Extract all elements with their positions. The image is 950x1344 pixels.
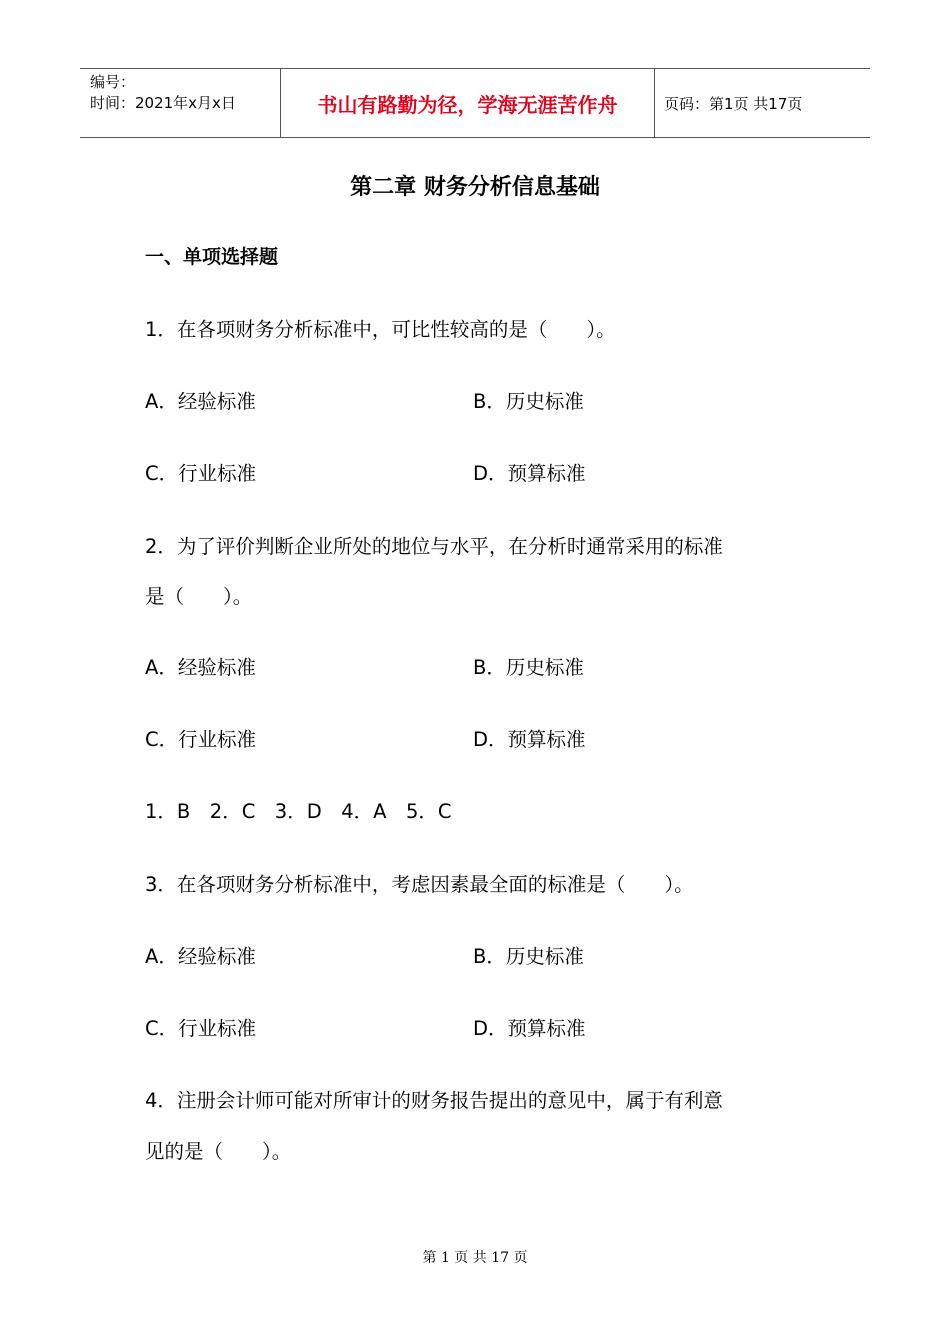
question-2-line-1: 2．为了评价判断企业所处的地位与水平，在分析时通常采用的标准 [145, 535, 723, 558]
header-meta-cell [80, 69, 281, 137]
motto: 书山有路勤为径，学海无涯苦作舟 [281, 69, 655, 137]
question-2-line-2: 是（ ）。 [145, 585, 253, 608]
q3-option-b: B．历史标准 [473, 945, 584, 968]
q2-option-c: C．行业标准 [145, 728, 257, 751]
answer-key: 1．B 2．C 3．D 4．A 5．C [145, 800, 452, 823]
q2-option-d: D．预算标准 [473, 728, 586, 751]
header-page-info: 页码：第1页 共17页 [664, 94, 803, 113]
q1-option-d: D．预算标准 [473, 462, 586, 485]
q2-option-a: A．经验标准 [145, 656, 256, 679]
code-label: 编号： [90, 73, 136, 91]
chapter-title: 第二章 财务分析信息基础 [350, 175, 600, 200]
question-4-line-1: 4．注册会计师可能对所审计的财务报告提出的意见中，属于有利意 [145, 1089, 723, 1112]
q2-option-b: B．历史标准 [473, 656, 584, 679]
question-3: 3．在各项财务分析标准中，考虑因素最全面的标准是（ ）。 [145, 873, 694, 896]
q1-option-c: C．行业标准 [145, 462, 257, 485]
page-footer: 第 1 页 共 17 页 [422, 1250, 528, 1266]
time-label: 时间：2021年x月x日 [90, 94, 236, 112]
question-4-line-2: 见的是（ ）。 [145, 1140, 292, 1163]
section-heading: 一、单项选择题 [145, 246, 279, 268]
q3-option-a: A．经验标准 [145, 945, 256, 968]
question-1: 1．在各项财务分析标准中，可比性较高的是（ ）。 [145, 318, 616, 341]
q1-option-b: B．历史标准 [473, 390, 584, 413]
q3-option-c: C．行业标准 [145, 1017, 257, 1040]
header-table [80, 68, 870, 138]
q1-option-a: A．经验标准 [145, 390, 256, 413]
q3-option-d: D．预算标准 [473, 1017, 586, 1040]
